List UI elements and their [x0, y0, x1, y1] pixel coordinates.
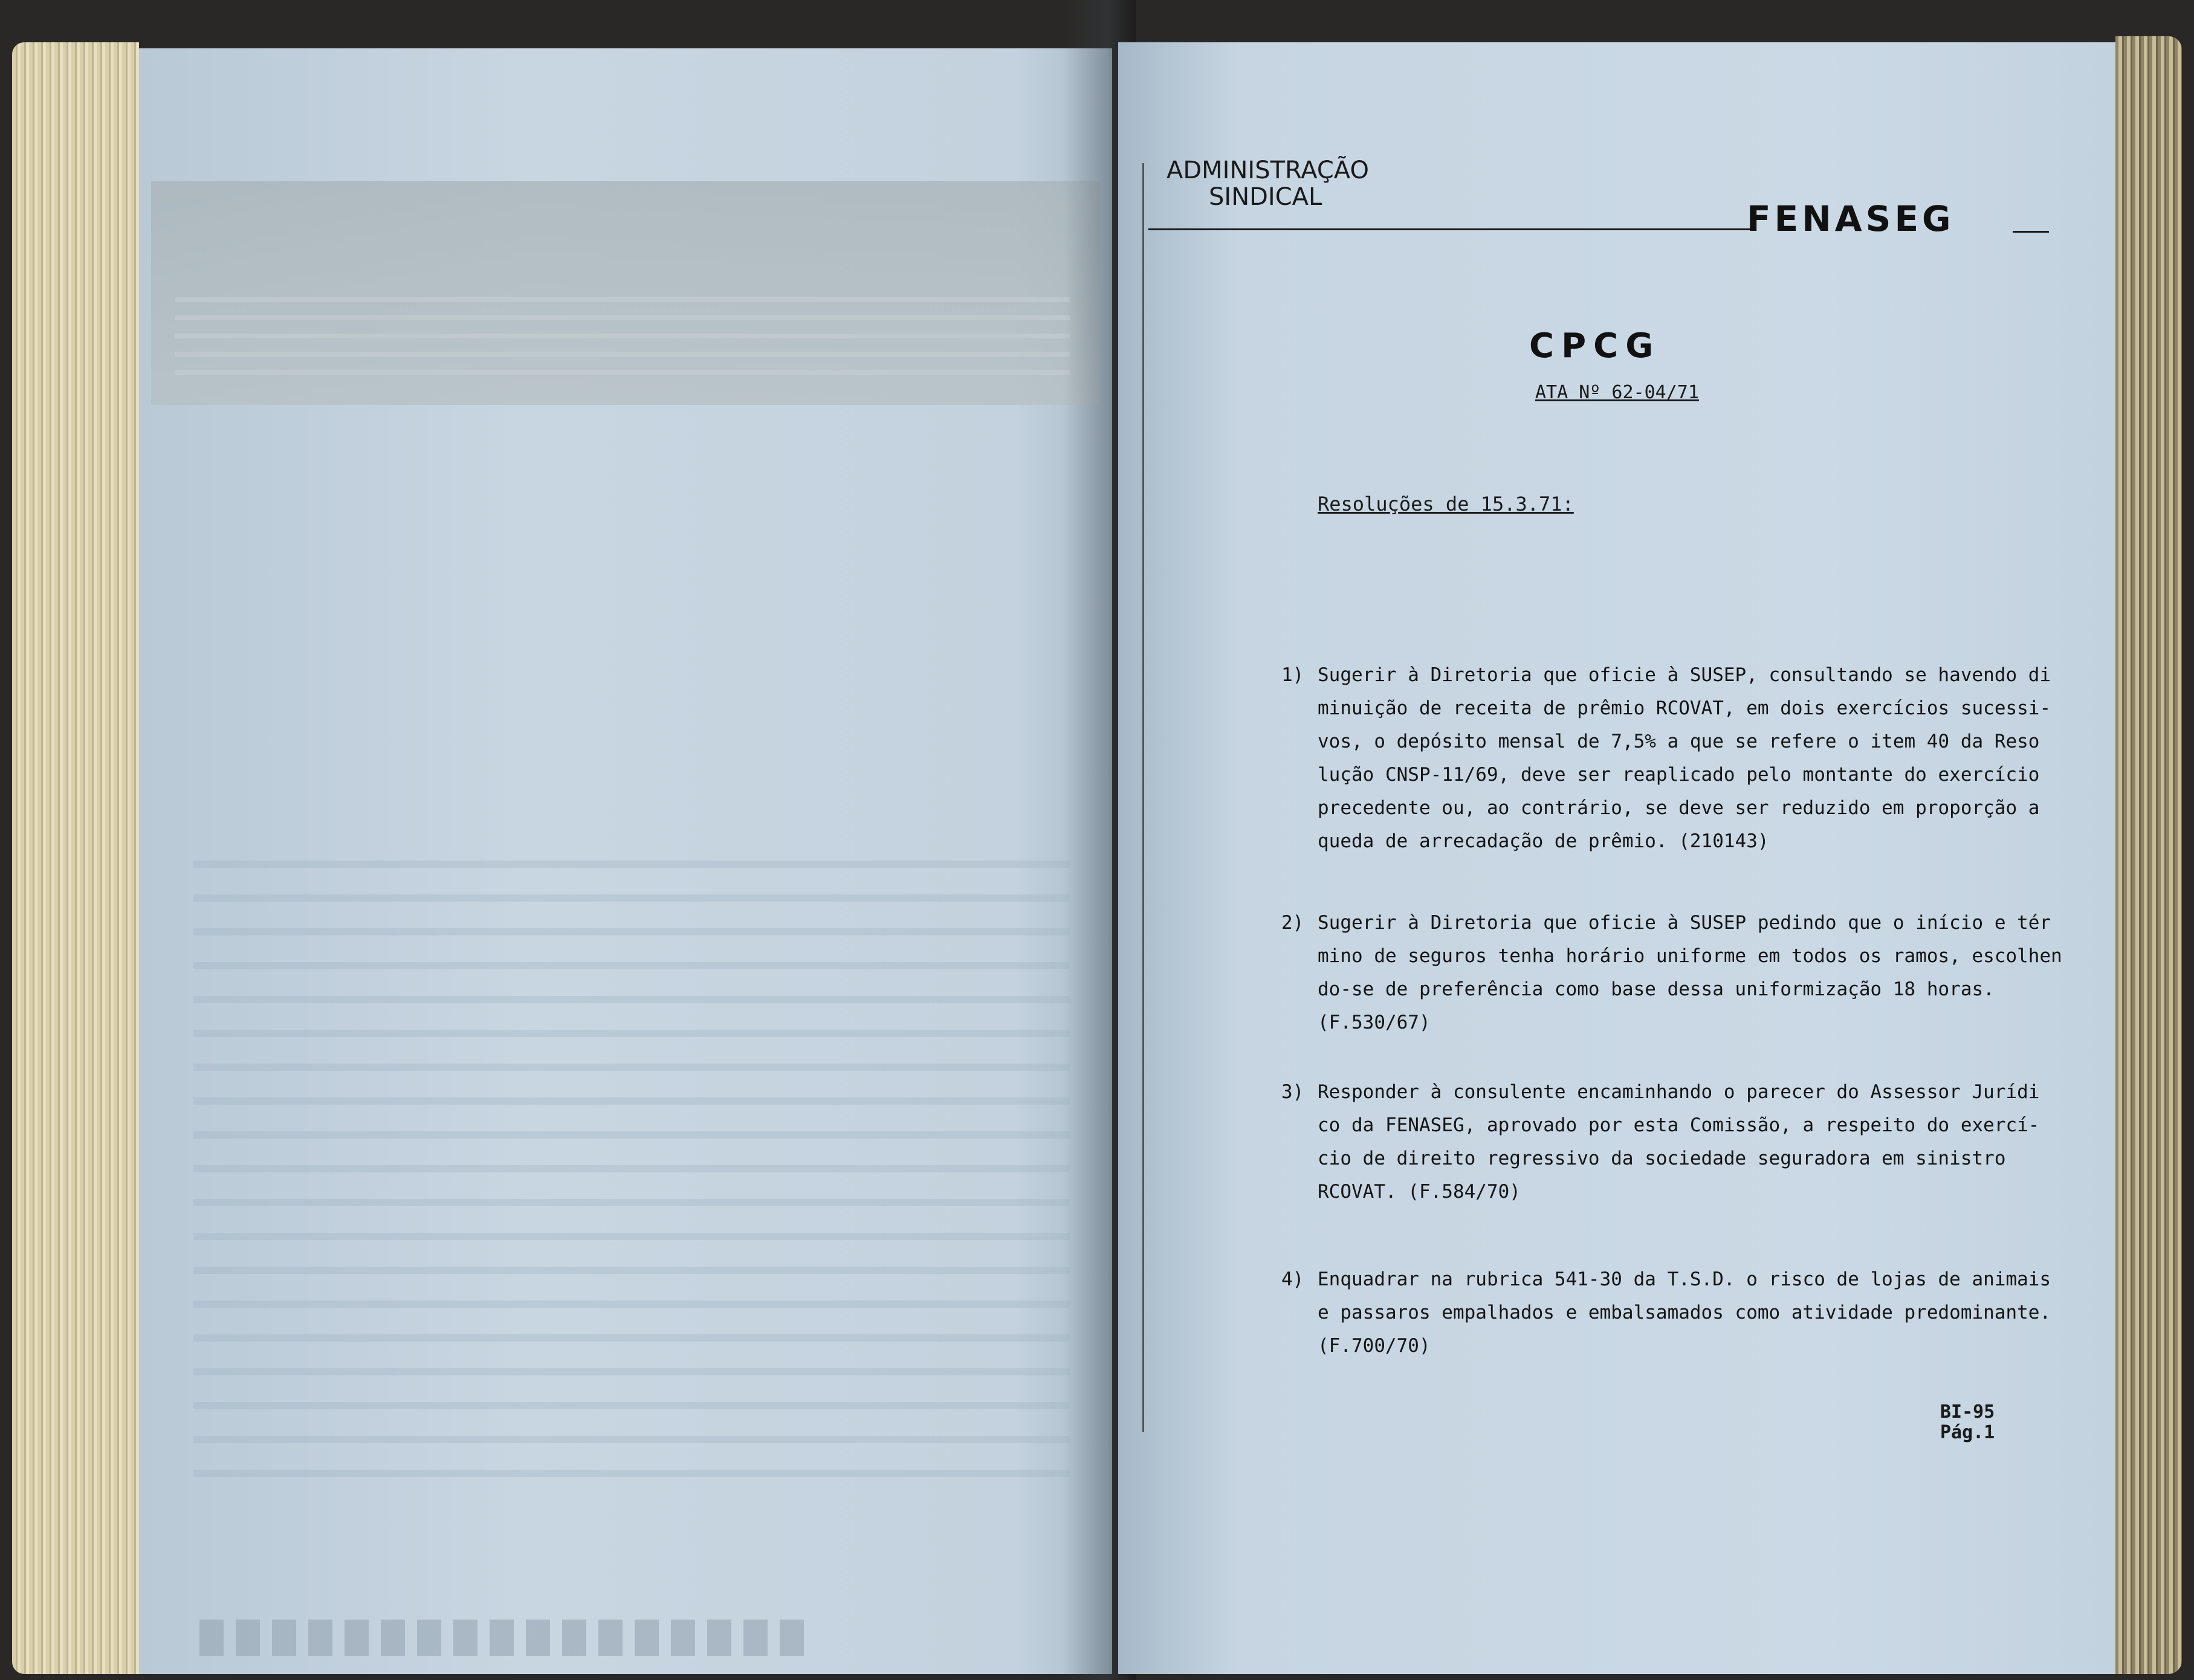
- right-page: [1118, 42, 2121, 1674]
- brand-logo: FENASEG: [1747, 198, 1955, 239]
- org-line-1: ADMINISTRAÇÃO: [1167, 157, 1369, 184]
- item-line: precedente ou, ao contrário, se deve ser reduzido em proporção a: [1318, 797, 2040, 819]
- header-rule: [1148, 228, 1753, 230]
- org-header: [1167, 157, 1369, 210]
- item-number: 4): [1281, 1268, 1304, 1290]
- resolution-item-3: [1281, 1076, 2040, 1209]
- bleed-through-text-area: [193, 834, 1070, 1499]
- page-number: Pág.1: [1940, 1422, 1995, 1443]
- page-stack-left: [12, 42, 139, 1674]
- item-line: e passaros empalhados e embalsamados como atividade predominante.: [1318, 1302, 2051, 1323]
- item-line: Enquadrar na rubrica 541-30 da T.S.D. o risco de lojas de animais: [1318, 1268, 2051, 1290]
- item-line: (F.530/67): [1318, 1012, 1431, 1033]
- bleed-through-footer: [199, 1620, 804, 1656]
- item-number: 1): [1281, 664, 1304, 686]
- resolution-item-4: [1281, 1263, 2051, 1363]
- item-line: Sugerir à Diretoria que oficie à SUSEP pedindo que o início e tér: [1318, 912, 2051, 934]
- item-line: queda de arrecadação de prêmio. (210143): [1318, 830, 1769, 852]
- left-page-blank: [139, 48, 1112, 1674]
- item-line: co da FENASEG, aprovado por esta Comissão, a respeito do exercí-: [1318, 1114, 2040, 1136]
- item-line: Sugerir à Diretoria que oficie à SUSEP, consultando se havendo di: [1318, 664, 2051, 686]
- item-line: lução CNSP-11/69, deve ser reaplicado pelo montante do exercício: [1318, 764, 2040, 786]
- header-rule-tail: [2013, 231, 2049, 233]
- item-line: minuição de receita de prêmio RCOVAT, em dois exercícios sucessi-: [1318, 697, 2051, 719]
- item-line: RCOVAT. (F.584/70): [1318, 1181, 1521, 1203]
- page-footer: [1940, 1402, 1995, 1443]
- item-number: 3): [1281, 1081, 1304, 1103]
- item-line: cio de direito regressivo da sociedade seguradora em sinistro: [1318, 1148, 2006, 1169]
- bleed-through-lines: [175, 284, 1070, 375]
- document-subtitle: ATA Nº 62-04/71: [1535, 382, 1699, 403]
- resolution-item-2: [1281, 906, 2062, 1039]
- item-line: do-se de preferência como base dessa uniformização 18 horas.: [1318, 978, 1995, 1000]
- item-line: (F.700/70): [1318, 1335, 1431, 1357]
- section-heading: Resoluções de 15.3.71:: [1318, 493, 1574, 515]
- document-title: CPCG: [1529, 326, 1661, 366]
- page-stack-right: [2115, 36, 2182, 1674]
- item-line: vos, o depósito mensal de 7,5% a que se refere o item 40 da Reso: [1318, 731, 2040, 752]
- item-line: mino de seguros tenha horário uniforme em todos os ramos, escolhen: [1318, 945, 2062, 967]
- resolution-item-1: [1281, 659, 2051, 858]
- org-line-2: SINDICAL: [1209, 183, 1322, 211]
- item-line: Responder à consulente encaminhando o parecer do Assessor Jurídi: [1318, 1081, 2040, 1103]
- item-number: 2): [1281, 912, 1304, 934]
- margin-rule: [1142, 163, 1144, 1432]
- bulletin-code: BI-95: [1940, 1401, 1995, 1423]
